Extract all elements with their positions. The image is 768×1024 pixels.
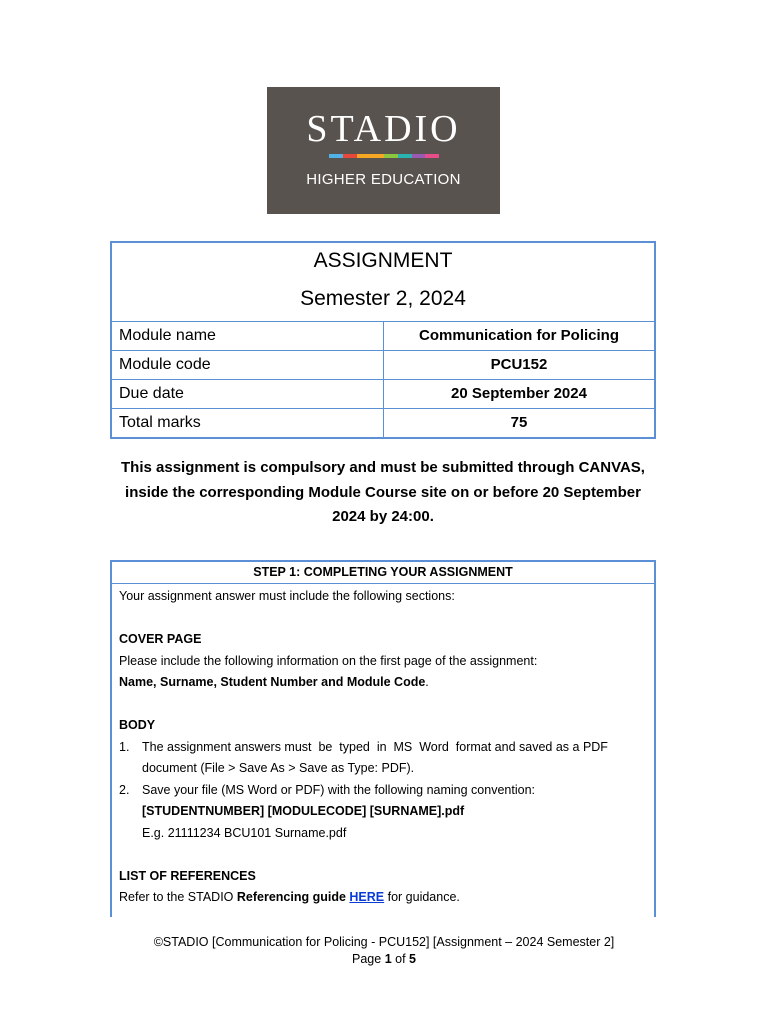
cover-fields-period: . [425,675,429,689]
row-value: PCU152 [490,356,548,373]
list-text: document (File > Save As > Save as Type: PDF). [142,761,415,775]
refs-guide: Referencing guide [236,890,346,904]
row-label: Total marks [112,409,384,437]
referencing-guide-link[interactable]: HERE [349,890,385,904]
row-value: 75 [510,414,528,431]
references-text [119,887,646,909]
assignment-info-table [110,241,656,439]
list-item [119,780,646,845]
notice-line: inside the corresponding Module Course site on or before 20 September [125,483,641,501]
logo-color-stripe [329,154,439,158]
refs-suffix: for guidance. [384,890,460,904]
logo-wordmark: STADIO [306,108,461,150]
stadio-logo [267,87,500,214]
row-value: 20 September 2024 [451,385,587,402]
assignment-title: ASSIGNMENT [313,249,453,272]
naming-example: E.g. 21111234 BCU101 Surname.pdf [142,825,347,840]
refs-prefix: Refer to the STADIO [119,890,237,904]
page-current: 1 [384,952,392,966]
references-heading: LIST OF REFERENCES [119,868,256,883]
page-total: 5 [409,952,416,966]
stripe-segment [398,154,412,158]
page-footer [0,934,768,968]
step1-box [110,560,656,917]
list-text: Save your file (MS Word or PDF) with the following naming convention: [142,782,535,797]
table-row [112,351,654,380]
step1-heading: STEP 1: COMPLETING YOUR ASSIGNMENT [112,562,654,584]
logo-subtitle: HIGHER EDUCATION [306,171,461,188]
cover-page-fields [119,672,646,694]
submission-notice [100,456,666,530]
stripe-segment [384,154,398,158]
table-row [112,322,654,351]
row-value: Communication for Policing [418,327,619,344]
list-text: The assignment answers must be typed in MS Word format and saved as a PDF [142,739,608,754]
page-number [0,951,768,968]
list-number: 2. [119,782,130,797]
row-label: Due date [112,380,384,408]
row-label: Module code [112,351,384,379]
cover-page-text: Please include the following information on the first page of the assignment: [119,653,538,668]
list-item [119,737,646,780]
page-of: of [391,952,410,966]
stripe-segment [343,154,357,158]
stripe-segment [370,154,384,158]
body-heading: BODY [119,718,156,732]
naming-convention: [STUDENTNUMBER] [MODULECODE] [SURNAME].pdf [142,804,465,818]
step1-body [112,584,654,909]
table-row [112,409,654,437]
table-row [112,380,654,409]
row-label: Module name [112,322,384,350]
page-prefix: Page [352,952,385,966]
stripe-segment [412,154,426,158]
intro-text: Your assignment answer must include the following sections: [119,589,455,603]
stripe-segment [329,154,343,158]
stripe-segment [357,154,371,158]
cover-fields-bold: Name, Surname, Student Number and Module Code [119,675,426,689]
cover-page-heading: COVER PAGE [119,632,202,646]
notice-line: This assignment is compulsory and must be submitted through CANVAS, [121,459,645,476]
semester-label: Semester 2, 2024 [300,287,466,310]
footer-copyright: ©STADIO [Communication for Policing - PCU152] [Assignment – 2024 Semester 2] [153,935,615,949]
list-number: 1. [119,739,130,754]
stripe-segment [425,154,439,158]
notice-line: 2024 by 24:00. [332,508,434,525]
assignment-header [112,243,654,322]
